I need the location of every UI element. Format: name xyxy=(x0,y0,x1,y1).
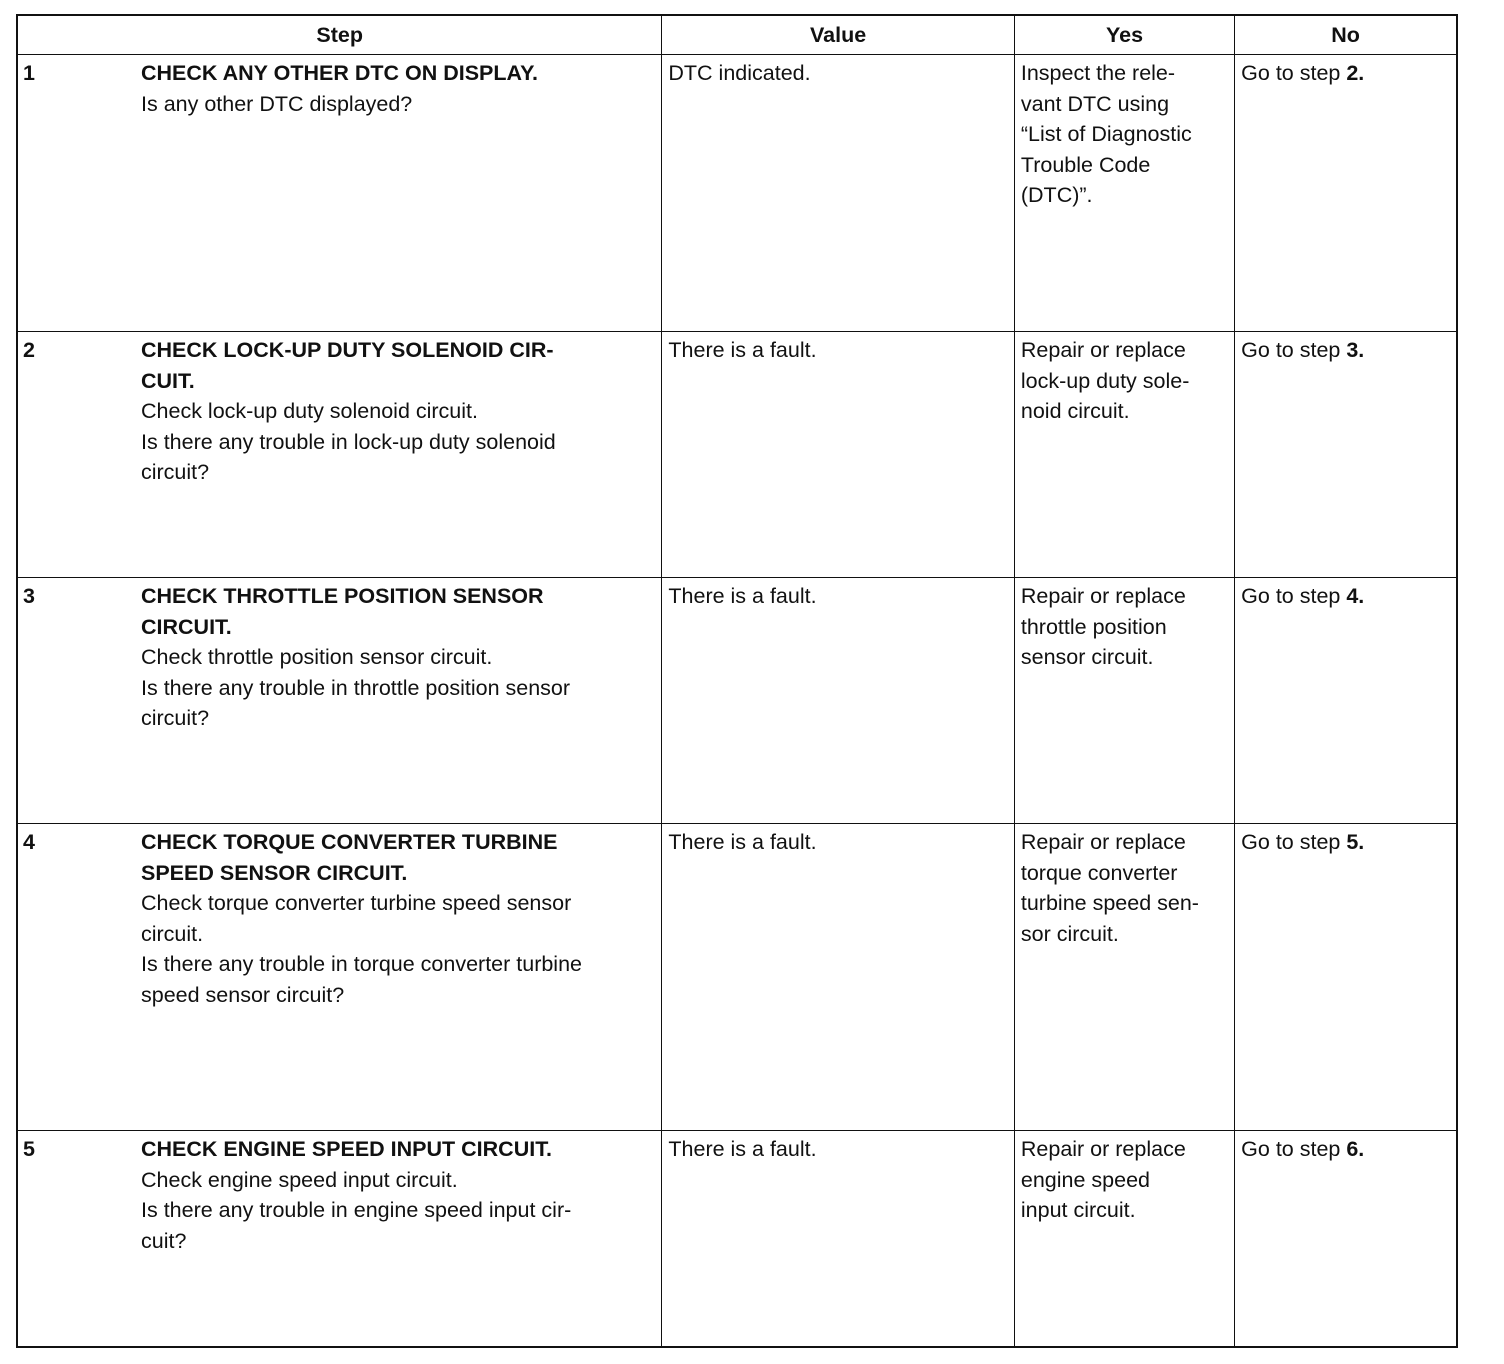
value-cell: There is a fault. xyxy=(662,1131,1014,1347)
no-prefix: Go to step xyxy=(1241,1137,1347,1162)
no-step-number: 5. xyxy=(1346,830,1365,855)
header-row xyxy=(17,15,1457,55)
step-number: 2 xyxy=(23,338,35,363)
no-cell xyxy=(1235,578,1457,824)
header-no: No xyxy=(1235,15,1457,55)
yes-cell: Repair or replace throttle position sensor circuit. xyxy=(1014,578,1234,824)
step-text: Check lock-up duty solenoid circuit. xyxy=(141,399,478,424)
table-row xyxy=(17,578,1457,824)
step-question: Is there any trouble in lock-up duty solenoid circuit? xyxy=(141,429,556,485)
step-number: 4 xyxy=(23,830,35,855)
no-prefix: Go to step xyxy=(1241,338,1347,363)
step-number: 1 xyxy=(23,61,35,85)
no-cell xyxy=(1235,55,1457,332)
step-title: CHECK TORQUE CONVERTER TURBINE SPEED SENSOR CIRCUIT. xyxy=(141,830,558,885)
step-text: Check engine speed input circuit. xyxy=(141,1167,458,1192)
no-step-number: 6. xyxy=(1346,1137,1365,1162)
step-question: Is there any trouble in torque converter turbine speed sensor circuit? xyxy=(141,952,583,1007)
step-cell xyxy=(17,1131,662,1347)
header-yes: Yes xyxy=(1014,15,1234,55)
diagnostic-table xyxy=(16,14,1458,1348)
yes-cell: Repair or replace engine speed input circuit. xyxy=(1014,1131,1234,1347)
no-step-number: 2. xyxy=(1346,61,1365,85)
step-number: 3 xyxy=(23,584,35,609)
table-row xyxy=(17,824,1457,1131)
step-title: CHECK ENGINE SPEED INPUT CIRCUIT. xyxy=(141,1137,552,1162)
step-question: Is there any trouble in engine speed input cir- cuit? xyxy=(141,1198,572,1253)
step-number: 5 xyxy=(23,1137,35,1162)
table-row xyxy=(17,55,1457,332)
step-cell xyxy=(17,55,662,332)
no-cell xyxy=(1235,1131,1457,1347)
step-cell xyxy=(17,332,662,578)
value-cell: There is a fault. xyxy=(662,332,1014,578)
step-text: Is any other DTC displayed? xyxy=(141,91,413,116)
yes-cell: Repair or replace lock-up duty sole- noid circuit. xyxy=(1014,332,1234,578)
header-value: Value xyxy=(662,15,1014,55)
no-cell xyxy=(1235,332,1457,578)
no-prefix: Go to step xyxy=(1241,830,1347,855)
step-title: CHECK THROTTLE POSITION SENSOR CIRCUIT. xyxy=(141,584,544,639)
header-step: Step xyxy=(17,15,662,55)
step-text: Check throttle position sensor circuit. xyxy=(141,645,493,670)
no-prefix: Go to step xyxy=(1241,584,1347,609)
no-step-number: 3. xyxy=(1346,338,1365,363)
table-row xyxy=(17,1131,1457,1347)
value-cell: There is a fault. xyxy=(662,578,1014,824)
step-text: Check torque converter turbine speed sensor circuit. xyxy=(141,891,572,946)
step-question: Is there any trouble in throttle position sensor circuit? xyxy=(141,675,571,731)
step-cell xyxy=(17,578,662,824)
step-title: CHECK ANY OTHER DTC ON DISPLAY. xyxy=(141,61,539,85)
no-cell xyxy=(1235,824,1457,1131)
no-step-number: 4. xyxy=(1346,584,1365,609)
table-row xyxy=(17,332,1457,578)
value-cell: DTC indicated. xyxy=(662,55,1014,332)
yes-cell: Inspect the rele- vant DTC using “List of Diagnostic Trouble Code (DTC)”. xyxy=(1014,55,1234,332)
value-cell: There is a fault. xyxy=(662,824,1014,1131)
no-prefix: Go to step xyxy=(1241,61,1347,85)
yes-cell: Repair or replace torque converter turbine speed sen- sor circuit. xyxy=(1014,824,1234,1131)
step-cell xyxy=(17,824,662,1131)
step-title: CHECK LOCK-UP DUTY SOLENOID CIR- CUIT. xyxy=(141,338,554,393)
